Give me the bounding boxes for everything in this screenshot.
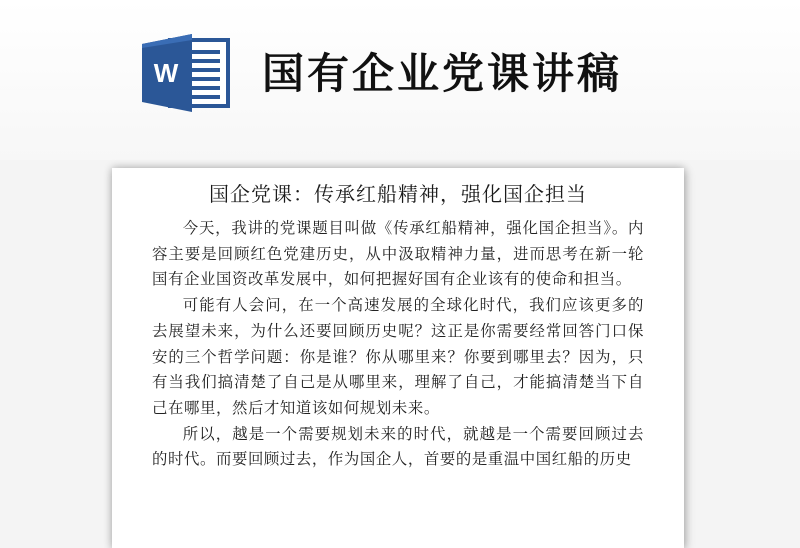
paragraph-1: 今天，我讲的党课题目叫做《传承红船精神，强化国企担当》。内容主要是回顾红色党建历史，从中汲取精神力量，进而思考在新一轮国有企业国资改革发展中，如何把握好国有企业该有的使命和担当。 bbox=[152, 219, 644, 289]
document-page bbox=[112, 168, 684, 548]
banner bbox=[0, 0, 800, 160]
word-document-icon bbox=[140, 32, 232, 114]
paragraph-3: 所以，越是一个需要规划未来的时代，就越是一个需要回顾过去的时代。而要回顾过去，作为国企人，首要的是重温中国红船的历史 bbox=[152, 424, 644, 469]
document-heading: 国企党课：传承红船精神，强化国企担当 bbox=[209, 182, 587, 206]
banner-title: 国有企业党课讲稿 bbox=[262, 49, 623, 98]
document-body bbox=[152, 216, 644, 473]
word-icon-graphic bbox=[140, 32, 232, 114]
paragraph-2: 可能有人会问，在一个高速发展的全球化时代，我们应该更多的去展望未来，为什么还要回顾历史呢？这正是你需要经常回答门口保安的三个哲学问题：你是谁？你从哪里来？你要到哪里去？因为，只有当我们搞清楚了自己是从哪里来，理解了自己，才能搞清楚当下自己在哪里，然后才知道该如何规划未来。 bbox=[152, 296, 644, 417]
word-icon-letter: W bbox=[153, 58, 179, 88]
